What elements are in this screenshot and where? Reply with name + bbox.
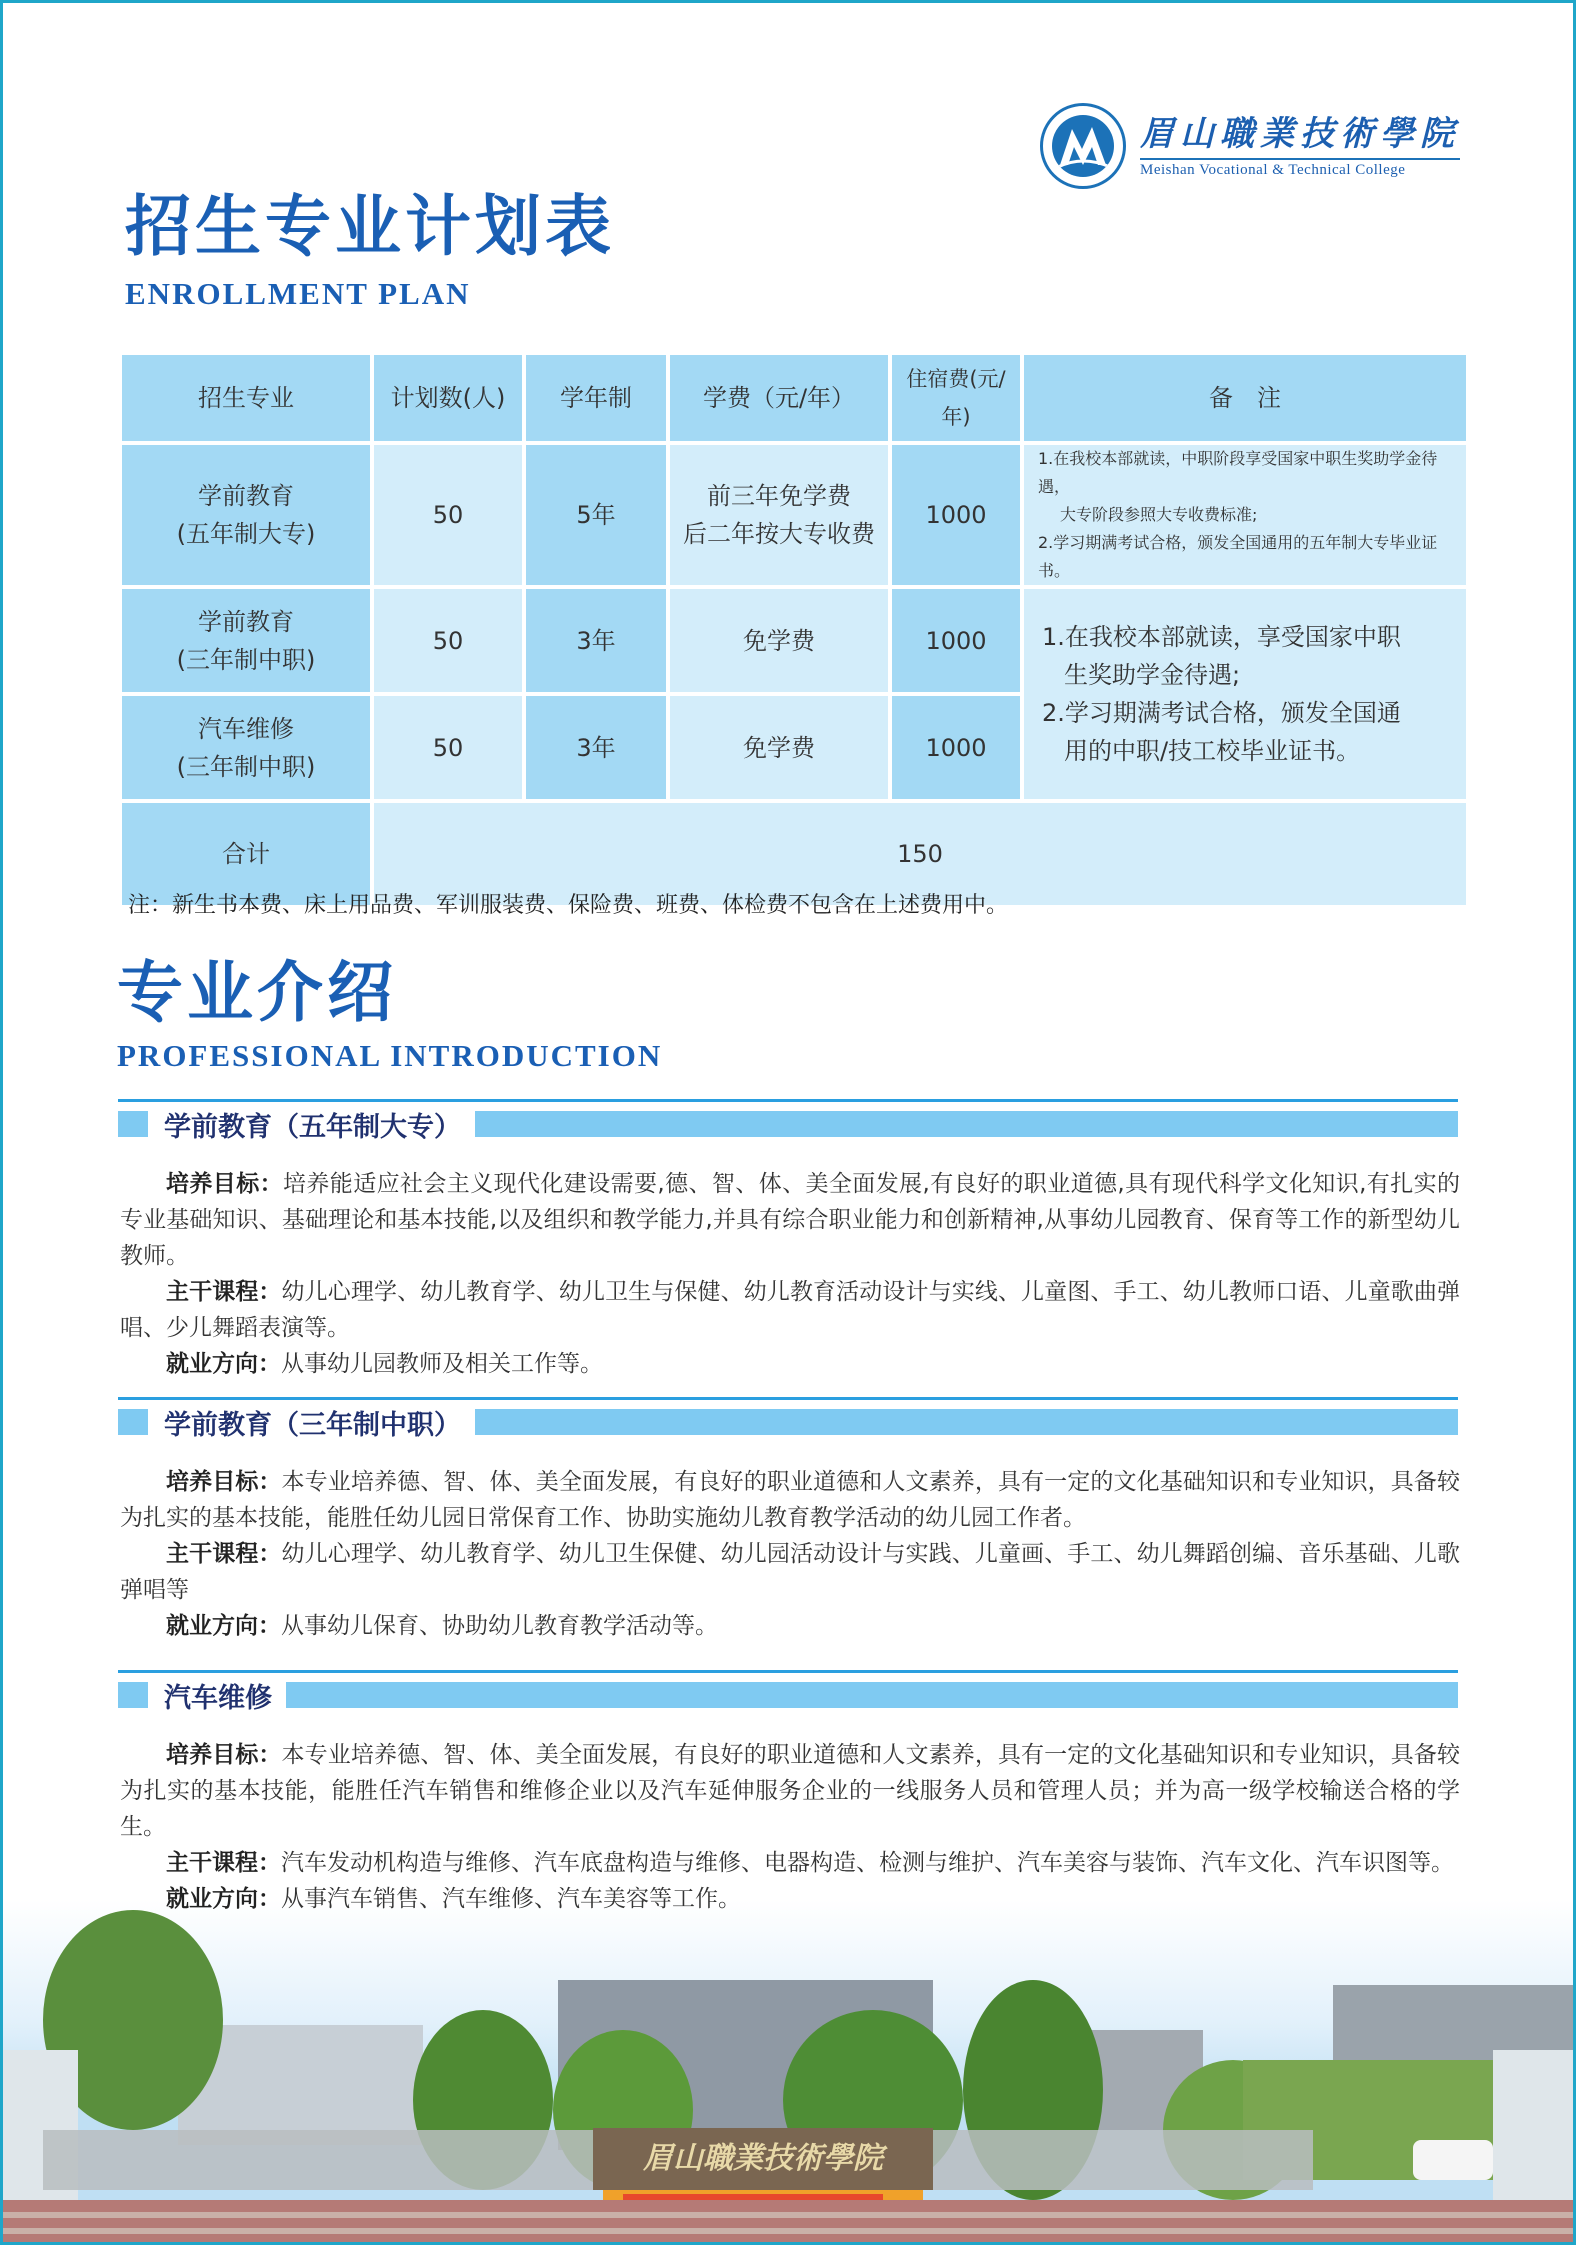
tuition-cell: 免学费	[670, 696, 888, 799]
header-major: 招生专业	[122, 355, 370, 441]
total-label: 合计	[122, 803, 370, 905]
years-cell: 3年	[526, 696, 666, 799]
intro-title-en: PROFESSIONAL INTRODUCTION	[117, 1038, 663, 1073]
main-courses: 主干课程：汽车发动机构造与维修、汽车底盘构造与维修、电器构造、检测与维护、汽车美容与装饰、汽车文化、汽车识图等。	[166, 1850, 1454, 1876]
quota-cell: 50	[374, 696, 522, 799]
enrollment-title-cn: 招生专业计划表	[125, 187, 615, 265]
training-goal: 培养目标：培养能适应社会主义现代化建设需要,德、智、体、美全面发展,有良好的职业道德,具有现代科学文化知识,有扎实的专业基础知识、基础理论和基本技能,以及组织和教学能力,并具有综合职业能力和创新精神,从事幼儿园教育、保育等工作的新型幼儿教师。	[120, 1171, 1460, 1269]
dorm-cell: 1000	[892, 696, 1020, 799]
training-goal: 培养目标：本专业培养德、智、体、美全面发展，有良好的职业道德和人文素养，具有一定的文化基础知识和专业知识，具备较为扎实的基本技能，能胜任幼儿园日常保育工作、协助实施幼儿教育教学活动的幼儿园工作者。	[120, 1469, 1461, 1531]
career-direction: 就业方向：从事汽车销售、汽车维修、汽车美容等工作。	[166, 1886, 741, 1912]
quota-cell: 50	[374, 589, 522, 692]
gate-sign-text: 眉山職業技術學院	[643, 2141, 883, 2176]
square-bullet-icon	[118, 1682, 148, 1708]
major-header	[118, 1670, 1458, 1714]
major-header	[118, 1397, 1458, 1441]
major-description	[120, 1737, 1460, 1917]
major-description	[120, 1464, 1460, 1644]
tuition-cell: 免学费	[670, 589, 888, 692]
main-courses: 主干课程：幼儿心理学、幼儿教育学、幼儿卫生与保健、幼儿教育活动设计与实线、儿童图、手工、幼儿教师口语、儿童歌曲弹唱、少儿舞蹈表演等。	[120, 1279, 1461, 1341]
header-dorm: 住宿费(元/年)	[892, 355, 1020, 441]
college-logo	[1040, 103, 1460, 189]
plaza-ground	[3, 2200, 1573, 2242]
college-seal-icon	[1040, 103, 1126, 189]
intro-title-cn: 专业介绍	[117, 953, 397, 1031]
dorm-cell: 1000	[892, 445, 1020, 585]
header-bar	[475, 1111, 1458, 1137]
header-bar	[286, 1682, 1458, 1708]
tuition-cell: 前三年免学费 后二年按大专收费	[670, 445, 888, 585]
career-direction: 就业方向：从事幼儿保育、协助幼儿教育教学活动等。	[166, 1613, 718, 1639]
table-header-row	[122, 355, 1466, 441]
header-tuition: 学费（元/年）	[670, 355, 888, 441]
divider-line	[118, 1397, 1458, 1400]
campus-gate-photo	[3, 1900, 1573, 2242]
car	[1413, 2140, 1493, 2180]
intro-title	[117, 952, 662, 1076]
years-cell: 3年	[526, 589, 666, 692]
enrollment-title-en: ENROLLMENT PLAN	[125, 276, 471, 311]
college-name-en: Meishan Vocational & Technical College	[1140, 162, 1406, 178]
square-bullet-icon	[118, 1409, 148, 1435]
major-name: 学前教育（三年制中职）	[164, 1409, 461, 1441]
total-value: 150	[374, 803, 1466, 905]
career-direction: 就业方向：从事幼儿园教师及相关工作等。	[166, 1351, 603, 1377]
remarks-cell: 1.在我校本部就读，享受国家中职 生奖助学金待遇; 2.学习期满考试合格，颁发全国通 用的中职/技工校毕业证书。	[1024, 589, 1466, 799]
remarks-cell: 1.在我校本部就读，中职阶段享受国家中职生奖助学金待遇， 大专阶段参照大专收费标准; 2.学习期满考试合格，颁发全国通用的五年制大专毕业证书。	[1024, 445, 1466, 585]
major-name: 汽车维修	[164, 1682, 272, 1714]
table-row	[122, 445, 1466, 585]
header-years: 学年制	[526, 355, 666, 441]
enrollment-table	[118, 351, 1470, 909]
header-bar	[475, 1409, 1458, 1435]
header-remarks: 备 注	[1024, 355, 1466, 441]
logo-divider	[1140, 158, 1460, 160]
header-quota: 计划数(人)	[374, 355, 522, 441]
fee-note: 注：新生书本费、床上用品费、军训服装费、保险费、班费、体检费不包含在上述费用中。	[128, 893, 1009, 918]
divider-line	[118, 1099, 1458, 1102]
enrollment-title	[125, 186, 615, 314]
major-header	[118, 1099, 1458, 1143]
dorm-cell: 1000	[892, 589, 1020, 692]
major-cell: 学前教育 (五年制大专)	[122, 445, 370, 585]
major-cell: 学前教育 (三年制中职)	[122, 589, 370, 692]
table-row	[122, 589, 1466, 692]
square-bullet-icon	[118, 1111, 148, 1137]
training-goal: 培养目标：本专业培养德、智、体、美全面发展，有良好的职业道德和人文素养，具有一定的文化基础知识和专业知识，具备较为扎实的基本技能，能胜任汽车销售和维修企业以及汽车延伸服务企业的一线服务人员和管理人员；并为高一级学校输送合格的学生。	[120, 1742, 1461, 1840]
major-cell: 汽车维修 (三年制中职)	[122, 696, 370, 799]
quota-cell: 50	[374, 445, 522, 585]
college-name-cn: 眉山職業技術學院	[1140, 114, 1460, 154]
major-description	[120, 1166, 1460, 1382]
main-courses: 主干课程：幼儿心理学、幼儿教育学、幼儿卫生保健、幼儿园活动设计与实践、儿童画、手工、幼儿舞蹈创编、音乐基础、儿歌弹唱等	[120, 1541, 1461, 1603]
major-name: 学前教育（五年制大专）	[164, 1111, 461, 1143]
divider-line	[118, 1670, 1458, 1673]
years-cell: 5年	[526, 445, 666, 585]
